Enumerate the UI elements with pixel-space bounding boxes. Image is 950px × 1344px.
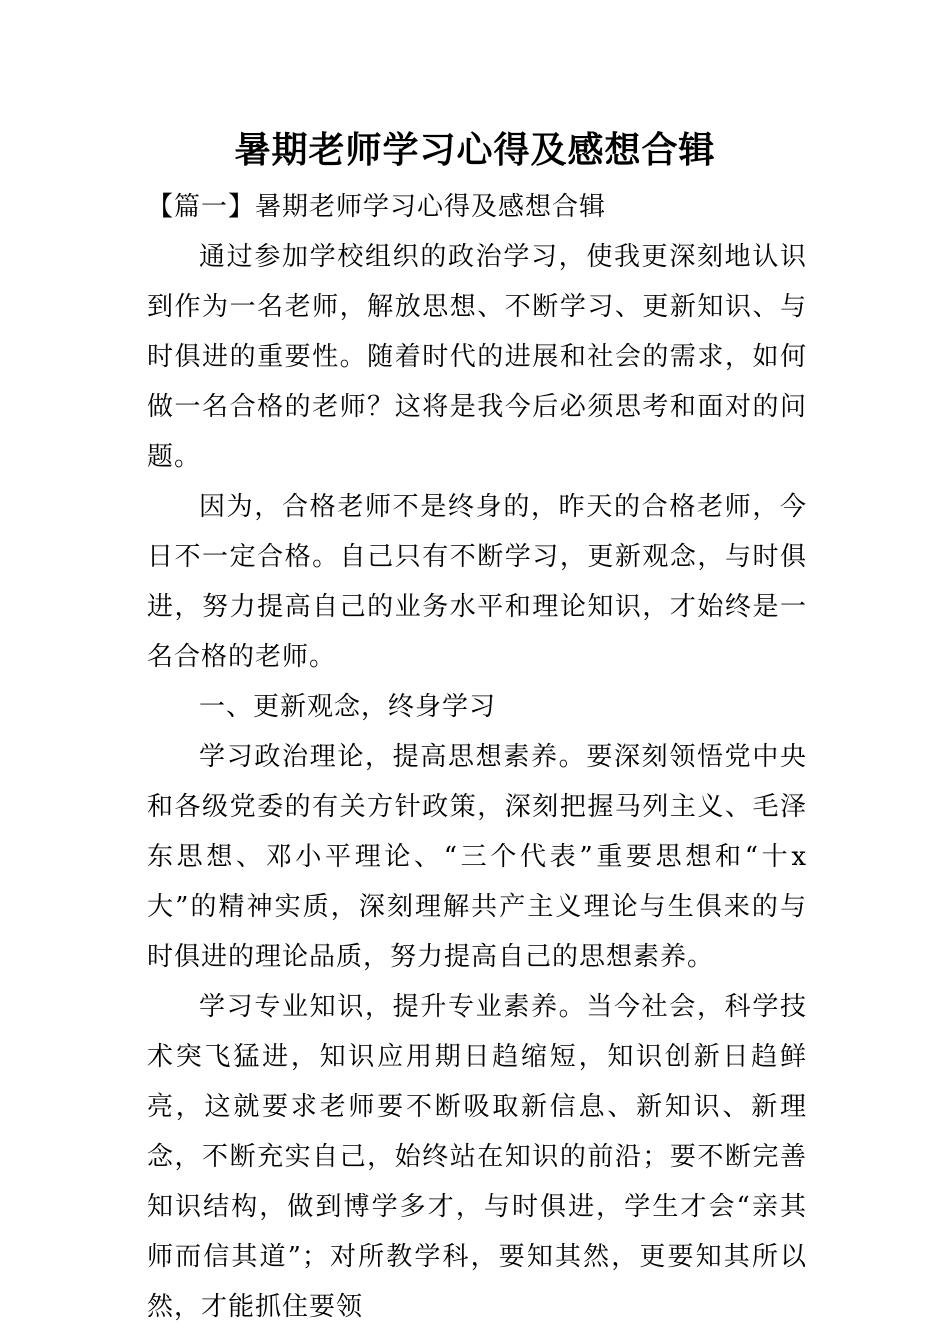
document-body	[147, 182, 807, 1332]
paragraph: 学习政治理论，提高思想素养。要深刻领悟党中央和各级党委的有关方针政策，深刻把握马列主义、毛泽东思想、邓小平理论、“三个代表”重要思想和“十x大”的精神实质，深刻理解共产主义理论与生俱来的与时俱进的理论品质，努力提高自己的思想素养。	[147, 742, 807, 972]
document-title: 暑期老师学习心得及感想合辑	[234, 129, 716, 171]
paragraph: 因为，合格老师不是终身的，昨天的合格老师，今日不一定合格。自己只有不断学习，更新观念，与时俱进，努力提高自己的业务水平和理论知识，才始终是一名合格的老师。	[147, 492, 807, 672]
paragraph: 通过参加学校组织的政治学习，使我更深刻地认识到作为一名老师，解放思想、不断学习、更新知识、与时俱进的重要性。随着时代的进展和社会的需求，如何做一名合格的老师？这将是我今后必须思考和面对的问题。	[147, 242, 807, 472]
subsection-heading: 一、更新观念，终身学习	[199, 692, 497, 722]
section-heading: 【篇一】暑期老师学习心得及感想合辑	[147, 192, 607, 222]
paragraph: 学习专业知识，提升专业素养。当今社会，科学技术突飞猛进，知识应用期日趋缩短，知识创新日趋鲜亮，这就要求老师要不断吸取新信息、新知识、新理念，不断充实自己，始终站在知识的前沿；要不断完善知识结构，做到博学多才，与时俱进，学生才会“亲其师而信其道”；对所教学科，要知其然，更要知其所以然，才能抓住要领	[147, 992, 807, 1322]
